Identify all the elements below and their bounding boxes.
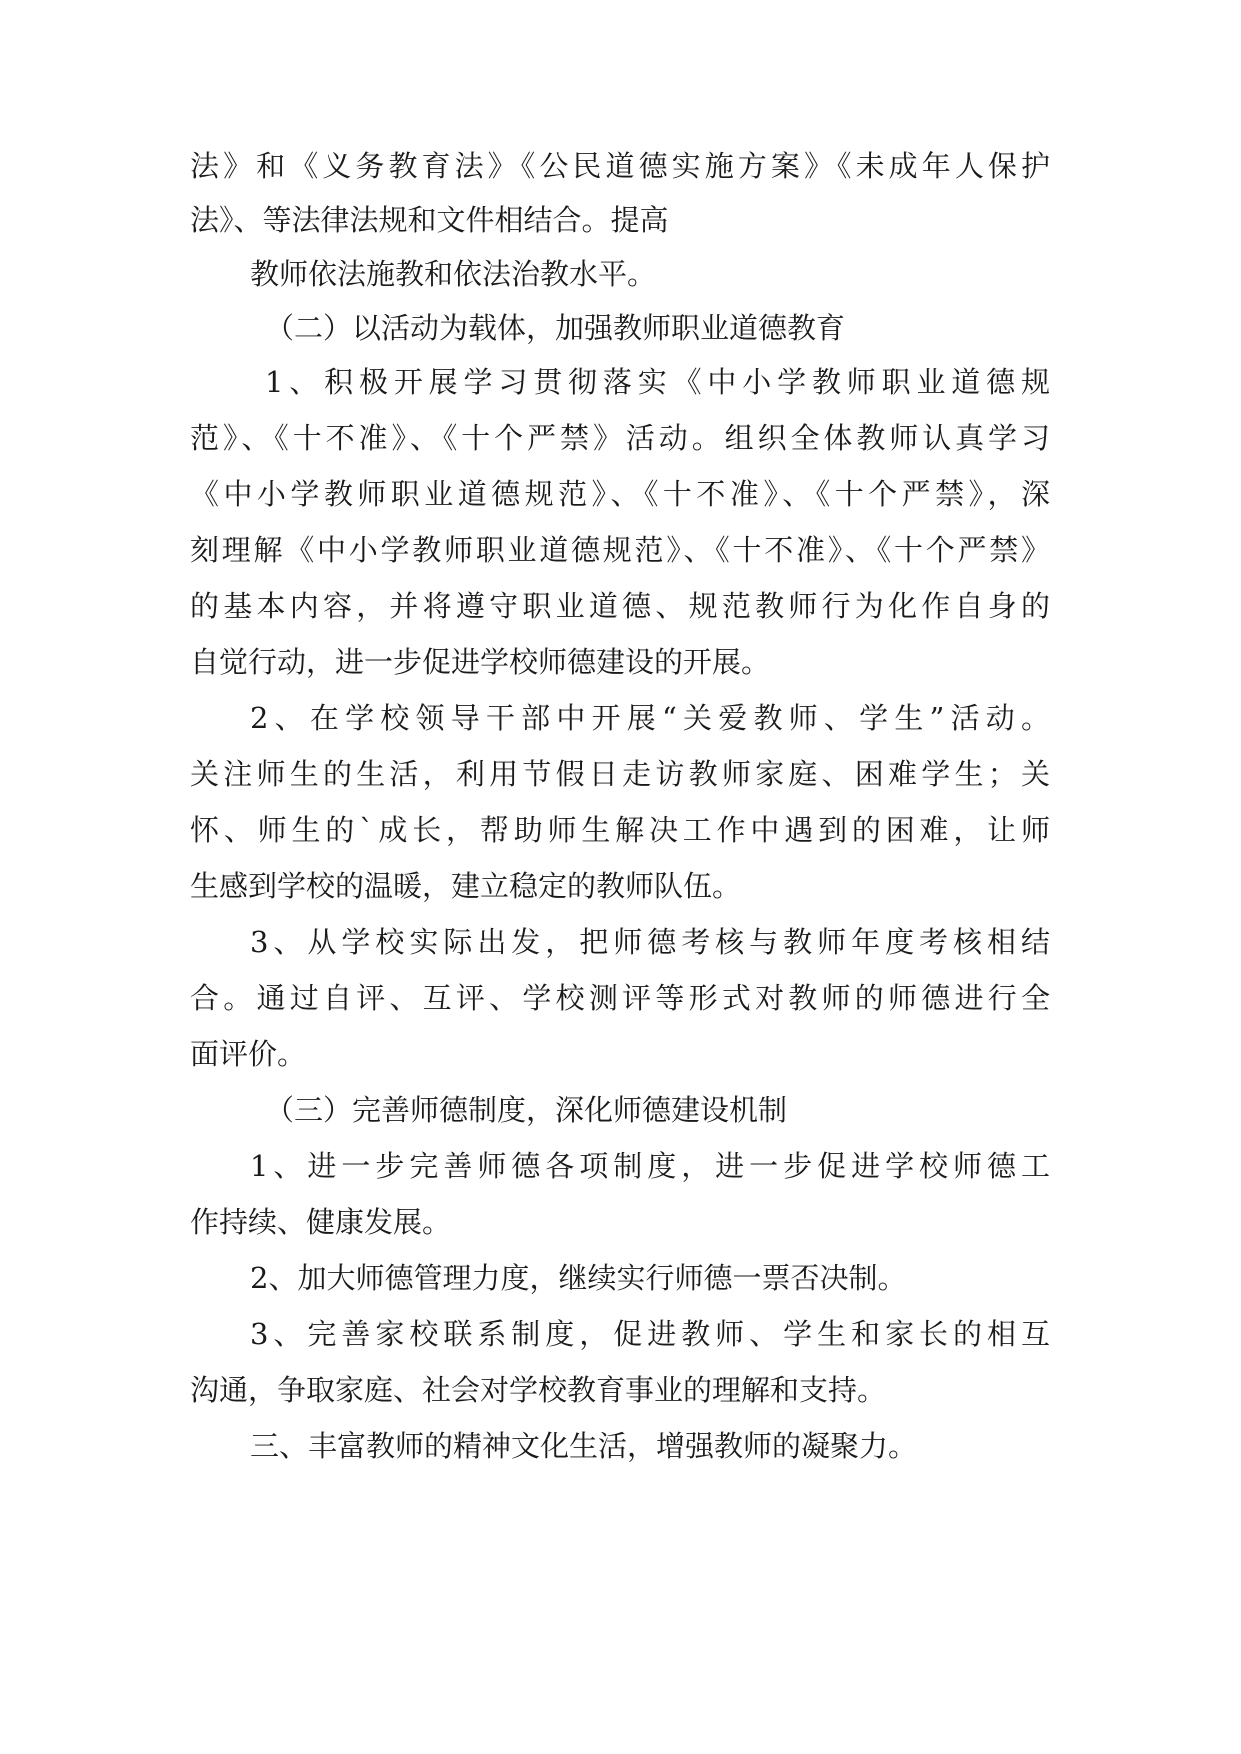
- text-line: 的基本内容，并将遵守职业道德、规范教师行为化作自身的: [190, 589, 1050, 623]
- text-line: 面评价。: [190, 1037, 307, 1071]
- text-line: 3、从学校实际出发，把师德考核与教师年度考核相结: [250, 925, 1050, 959]
- text-line: 法》和《义务教育法》《公民道德实施方案》《未成年人保护: [190, 149, 1050, 183]
- text-line: 刻理解《中小学教师职业道德规范》、《十不准》、《十个严禁》: [190, 533, 1050, 567]
- text-line: 自觉行动，进一步促进学校师德建设的开展。: [190, 645, 771, 679]
- text-line: 1、积极开展学习贯彻落实《中小学教师职业道德规: [265, 365, 1050, 399]
- text-line: 合。通过自评、互评、学校测评等形式对教师的师德进行全: [190, 981, 1050, 1015]
- text-line: 作持续、健康发展。: [190, 1205, 452, 1239]
- text-line: 教师依法施教和依法治教水平。: [250, 257, 657, 291]
- text-line: 2、加大师德管理力度，继续实行师德一票否决制。: [250, 1261, 907, 1295]
- text-line: 怀、师生的`成长，帮助师生解决工作中遇到的困难，让师: [190, 813, 1050, 847]
- text-line: 关注师生的生活，利用节假日走访教师家庭、困难学生；关: [190, 757, 1050, 791]
- text-line: 1、进一步完善师德各项制度，进一步促进学校师德工: [250, 1149, 1050, 1183]
- section-heading: （二）以活动为载体，加强教师职业道德教育: [265, 311, 846, 345]
- text-line: 《中小学教师职业道德规范》、《十不准》、《十个严禁》，深: [190, 477, 1050, 511]
- text-line: 法》、等法律法规和文件相结合。提高: [190, 203, 669, 237]
- section-heading: （三）完善师德制度，深化师德建设机制: [265, 1093, 788, 1127]
- text-line: 沟通，争取家庭、社会对学校教育事业的理解和支持。: [190, 1373, 887, 1407]
- text-line: 2、在学校领导干部中开展“关爱教师、学生”活动。: [250, 701, 1050, 735]
- section-heading: 三、丰富教师的精神文化生活，增强教师的凝聚力。: [250, 1429, 918, 1463]
- text-line: 生感到学校的温暖，建立稳定的教师队伍。: [190, 869, 742, 903]
- text-line: 范》、《十不准》、《十个严禁》活动。组织全体教师认真学习: [190, 421, 1050, 455]
- text-line: 3、完善家校联系制度，促进教师、学生和家长的相互: [250, 1317, 1050, 1351]
